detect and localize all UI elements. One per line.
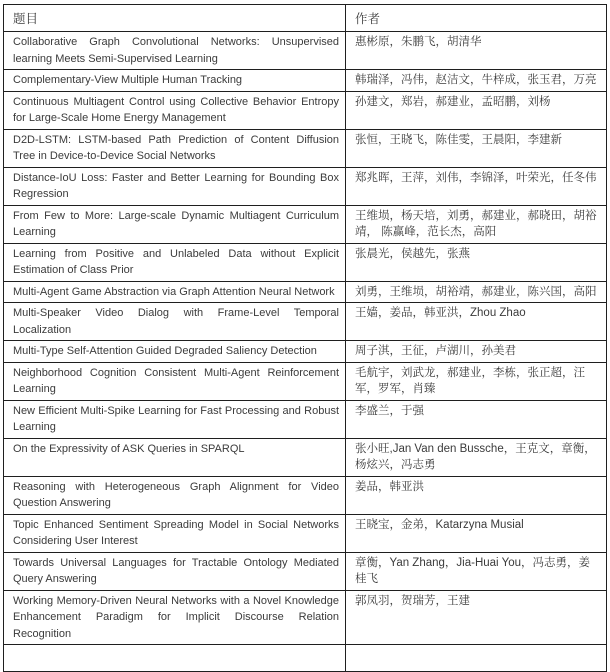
paper-title-cell: Distance-IoU Loss: Faster and Better Learning for Bounding Box Regression [4,167,346,205]
paper-authors-cell: 李盛兰，于强 [346,400,607,438]
table-row [4,243,607,281]
papers-table-footer [4,645,607,672]
table-row [4,438,607,476]
paper-title-cell: D2D-LSTM: LSTM-based Path Prediction of Content Diffusion Tree in Device-to-Device Social Networks [4,129,346,167]
paper-authors-cell: 毛航宇，刘武龙，郝建业，李栋，张正超，汪军，罗军，肖臻 [346,362,607,400]
table-row [4,167,607,205]
paper-authors-cell: 姜品，韩亚洪 [346,476,607,514]
paper-authors-cell: 张恒，王晓飞，陈佳雯，王晨阳，李建新 [346,129,607,167]
table-row [4,129,607,167]
paper-authors-cell: 郑兆晖，王萍，刘伟，李锦泽，叶荣光，任冬伟 [346,167,607,205]
header-row [4,5,607,32]
papers-table [3,4,607,672]
table-row [4,400,607,438]
paper-title-cell: Learning from Positive and Unlabeled Data without Explicit Estimation of Class Prior [4,243,346,281]
table-row [4,281,607,303]
paper-title-cell: On the Expressivity of ASK Queries in SPARQL [4,438,346,476]
paper-authors-cell: 刘勇，王维埙，胡裕靖，郝建业，陈兴国，高阳 [346,281,607,303]
empty-title-cell [4,645,346,672]
column-header-authors: 作者 [346,5,607,32]
table-row [4,303,607,341]
paper-title-cell: Complementary-View Multiple Human Tracking [4,70,346,92]
table-row [4,205,607,243]
table-row [4,91,607,129]
table-row [4,552,607,590]
table-row [4,341,607,363]
paper-title-cell: From Few to More: Large-scale Dynamic Multiagent Curriculum Learning [4,205,346,243]
table-row [4,362,607,400]
paper-authors-cell: 孙建文，郑岩，郝建业，孟昭鹏，刘杨 [346,91,607,129]
paper-title-cell: Multi-Type Self-Attention Guided Degraded Saliency Detection [4,341,346,363]
paper-title-cell: Working Memory-Driven Neural Networks with a Novel Knowledge Enhancement Paradigm for Implicit Discourse Relation Recognition [4,590,346,645]
table-row [4,476,607,514]
table-row [4,590,607,645]
paper-authors-cell: 惠彬原，朱鹏飞，胡清华 [346,32,607,70]
paper-authors-cell: 张晨光，侯越先，张燕 [346,243,607,281]
papers-table-body [4,32,607,645]
paper-authors-cell: 章衡，Yan Zhang，Jia-Huai You，冯志勇，姜桂飞 [346,552,607,590]
paper-title-cell: Multi-Speaker Video Dialog with Frame-Level Temporal Localization [4,303,346,341]
paper-authors-cell: 王晓宝，金弟，Katarzyna Musial [346,514,607,552]
paper-title-cell: Reasoning with Heterogeneous Graph Alignment for Video Question Answering [4,476,346,514]
paper-authors-cell: 郭凤羽，贺瑞芳，王建 [346,590,607,645]
table-row [4,70,607,92]
paper-authors-cell: 周子淇，王征，卢湖川，孙美君 [346,341,607,363]
paper-title-cell: Topic Enhanced Sentiment Spreading Model in Social Networks Considering User Interest [4,514,346,552]
paper-title-cell: Towards Universal Languages for Tractable Ontology Mediated Query Answering [4,552,346,590]
paper-title-cell: New Efficient Multi-Spike Learning for Fast Processing and Robust Learning [4,400,346,438]
column-header-title: 题目 [4,5,346,32]
paper-authors-cell: 张小旺,Jan Van den Bussche，王克文，章衡，杨炫兴，冯志勇 [346,438,607,476]
paper-title-cell: Collaborative Graph Convolutional Networks: Unsupervised learning Meets Semi-Supervised Learning [4,32,346,70]
paper-title-cell: Multi-Agent Game Abstraction via Graph Attention Neural Network [4,281,346,303]
paper-title-cell: Continuous Multiagent Control using Collective Behavior Entropy for Large-Scale Home Energy Management [4,91,346,129]
table-row [4,514,607,552]
table-row [4,32,607,70]
paper-authors-cell: 王嫱，姜品，韩亚洪，Zhou Zhao [346,303,607,341]
paper-authors-cell: 韩瑞泽，冯伟，赵洁文，牛梓成，张玉君，万亮 [346,70,607,92]
empty-authors-cell [346,645,607,672]
papers-table-header [4,5,607,32]
paper-title-cell: Neighborhood Cognition Consistent Multi-Agent Reinforcement Learning [4,362,346,400]
partial-clipped-row [4,645,607,672]
paper-authors-cell: 王维埙，杨天培，刘勇，郝建业，郝晓田，胡裕靖， 陈赢峰，范长杰，高阳 [346,205,607,243]
